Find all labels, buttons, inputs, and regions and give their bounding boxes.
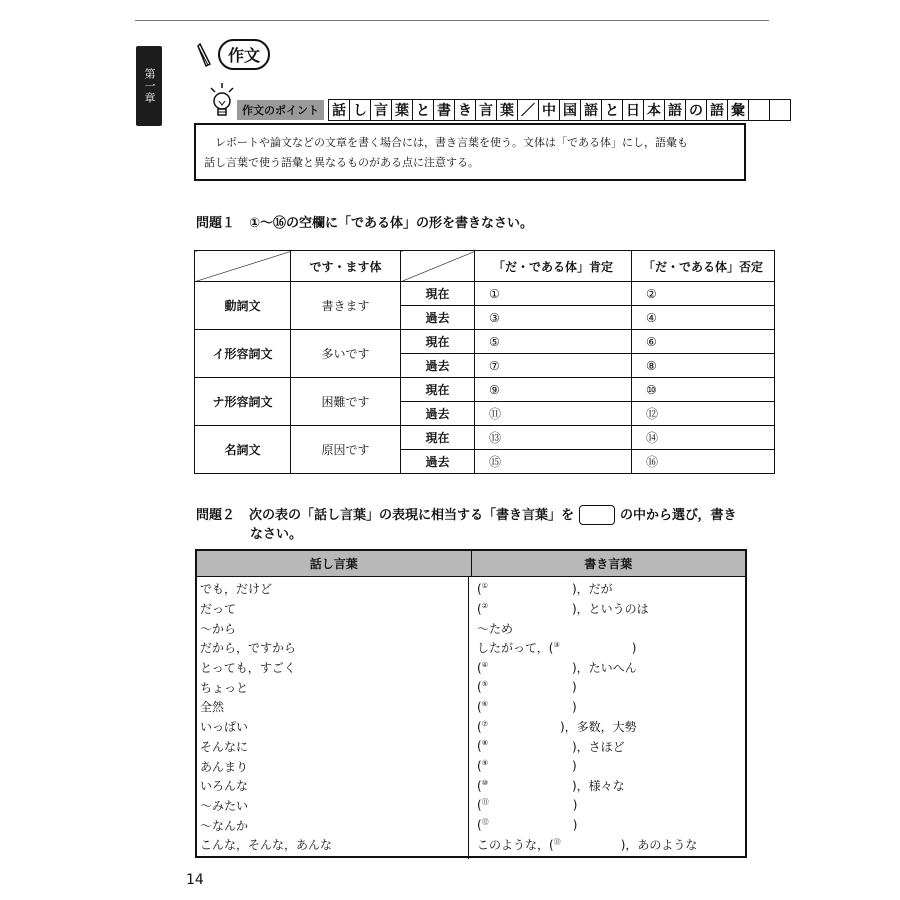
header-negate: 「だ・である体」否定 <box>632 251 775 282</box>
title-char-cell: 語 <box>665 100 686 120</box>
written-post: ) <box>572 798 578 813</box>
intro-line: 話し言葉で使う語彙と異なるものがある点に注意する。 <box>204 156 479 169</box>
written-item <box>477 835 745 855</box>
written-item <box>477 638 745 658</box>
answer-blank[interactable] <box>488 777 572 794</box>
answer-blank[interactable]: ⑦ <box>475 354 632 378</box>
blank-number: ⑬ <box>553 837 561 846</box>
blank-number: ② <box>481 601 488 610</box>
answer-blank[interactable]: ⑯ <box>632 450 775 474</box>
question-text: の中から選び，書き <box>620 507 737 523</box>
tense-cell: 現在 <box>401 378 475 402</box>
answer-blank[interactable] <box>488 600 572 617</box>
written-post: )，多数，大勢 <box>559 720 637 735</box>
title-char-cell: 語 <box>581 100 602 120</box>
point-title-bar <box>237 99 791 121</box>
point-title-grid <box>328 99 791 121</box>
blank-number: ⑫ <box>481 818 489 827</box>
tense-cell: 現在 <box>401 330 475 354</box>
header-affirm: 「だ・である体」肯定 <box>475 251 632 282</box>
spoken-item: あんまり <box>200 759 249 774</box>
written-pre: このような，( <box>477 838 554 853</box>
written-post: )，というのは <box>571 602 649 617</box>
answer-blank[interactable]: ⑩ <box>632 378 775 402</box>
answer-blank[interactable]: ⑬ <box>475 426 632 450</box>
section-label: 作文 <box>218 39 270 70</box>
spoken-item: とっても，すごく <box>200 661 296 676</box>
section-heading <box>196 38 270 70</box>
written-post: )，様々な <box>571 779 625 794</box>
tense-cell: 現在 <box>401 426 475 450</box>
blank-number: ③ <box>553 640 560 649</box>
intro-box <box>194 123 746 181</box>
question-text: なさい。 <box>250 527 303 542</box>
answer-blank[interactable]: ⑧ <box>632 354 775 378</box>
written-post: )，だが <box>571 582 613 597</box>
written-post: )，あのような <box>620 838 698 853</box>
form-cell: 困難です <box>291 378 401 426</box>
written-item <box>477 697 745 717</box>
title-char-cell: 言 <box>371 100 392 120</box>
answer-blank[interactable] <box>488 659 572 676</box>
written-pre: ( <box>477 699 482 714</box>
answer-blank[interactable]: ⑥ <box>632 330 775 354</box>
form-cell: 多いです <box>291 330 401 378</box>
tense-cell: 過去 <box>401 306 475 330</box>
question-number: 問題２ <box>196 507 236 523</box>
written-pre: ( <box>477 719 482 734</box>
written-pre: ( <box>477 581 482 596</box>
spoken-item: 〜から <box>200 621 237 636</box>
question-number: 問題１ <box>196 216 236 231</box>
written-item <box>477 756 745 776</box>
written-item <box>477 579 745 599</box>
title-char-cell: 葉 <box>497 100 518 120</box>
header-desumasu: です・ます体 <box>291 251 401 282</box>
corner-cell <box>195 251 291 282</box>
title-char-cell: 語 <box>707 100 728 120</box>
spoken-item: そんなに <box>200 739 249 754</box>
answer-blank[interactable]: ⑭ <box>632 426 775 450</box>
written-item <box>477 677 745 697</box>
question-text: 次の表の「話し言葉」の表現に相当する「書き言葉」を <box>249 507 575 523</box>
title-char-cell: 彙 <box>728 100 749 120</box>
answer-blank[interactable] <box>561 836 621 853</box>
title-char-cell: 言 <box>476 100 497 120</box>
spoken-item: だって <box>200 602 237 617</box>
written-item <box>477 796 745 816</box>
chapter-tab: 第一章 <box>136 46 162 126</box>
answer-blank[interactable]: ③ <box>475 306 632 330</box>
blank-number: ⑩ <box>481 778 488 787</box>
point-tag: 作文のポイント <box>237 100 324 120</box>
written-pre: ( <box>477 818 482 833</box>
title-char-cell: 日 <box>623 100 644 120</box>
answer-blank[interactable] <box>488 698 572 715</box>
written-column <box>469 577 745 859</box>
written-item <box>477 717 745 737</box>
answer-blank[interactable] <box>488 718 560 735</box>
title-char-cell: ／ <box>518 100 539 120</box>
tense-cell: 現在 <box>401 282 475 306</box>
title-char-cell: と <box>602 100 623 120</box>
title-char-cell: 話 <box>329 100 350 120</box>
answer-blank[interactable]: ⑫ <box>632 402 775 426</box>
blank-number: ⑦ <box>481 719 488 728</box>
header-spoken: 話し言葉 <box>197 551 472 576</box>
title-char-cell <box>749 100 770 120</box>
answer-blank[interactable] <box>489 797 573 814</box>
answer-blank[interactable] <box>560 639 632 656</box>
blank-number: ⑨ <box>481 759 488 768</box>
answer-blank[interactable] <box>489 817 573 834</box>
spoken-item: ちょっと <box>200 680 249 695</box>
question-2 <box>196 505 756 544</box>
choice-box <box>579 505 615 525</box>
category-cell: 名詞文 <box>195 426 291 474</box>
written-pre: ( <box>477 739 482 754</box>
title-char-cell: し <box>350 100 371 120</box>
spoken-item: 〜みたい <box>200 798 249 813</box>
tense-cell: 過去 <box>401 450 475 474</box>
form-cell: 原因です <box>291 426 401 474</box>
question-1 <box>196 212 533 231</box>
written-item <box>477 658 745 678</box>
answer-blank[interactable]: ⑤ <box>475 330 632 354</box>
vocabulary-table <box>195 549 747 858</box>
tense-cell: 過去 <box>401 354 475 378</box>
spoken-item: 〜なんか <box>200 818 249 833</box>
title-char-cell: 本 <box>644 100 665 120</box>
form-cell: 書きます <box>291 282 401 330</box>
blank-number: ⑥ <box>481 699 488 708</box>
answer-blank[interactable] <box>488 758 572 775</box>
answer-blank[interactable]: ② <box>632 282 775 306</box>
blank-number: ④ <box>481 660 488 669</box>
written-item <box>477 815 745 835</box>
written-post: ) <box>571 699 577 714</box>
written-pre: ( <box>477 798 482 813</box>
spoken-item: いっぱい <box>200 720 249 735</box>
answer-blank[interactable]: ④ <box>632 306 775 330</box>
answer-blank[interactable]: ⑪ <box>475 402 632 426</box>
title-char-cell: 国 <box>560 100 581 120</box>
spoken-item: 全然 <box>200 700 225 715</box>
answer-blank[interactable]: ⑨ <box>475 378 632 402</box>
title-char-cell: 書 <box>434 100 455 120</box>
written-item <box>477 599 745 619</box>
tense-cell: 過去 <box>401 402 475 426</box>
intro-line: レポートや論文などの文章を書く場合には，書き言葉を使う。文体は「である体」にし，語彙も <box>204 136 688 149</box>
blank-number: ⑪ <box>481 798 489 807</box>
top-rule <box>135 20 769 21</box>
spoken-item: だから，ですから <box>200 641 297 656</box>
category-cell: ナ形容詞文 <box>195 378 291 426</box>
written-post: ) <box>631 640 637 655</box>
title-char-cell: の <box>686 100 707 120</box>
title-char-cell: 葉 <box>392 100 413 120</box>
page-number: 14 <box>186 872 204 888</box>
written-pre: ( <box>477 660 482 675</box>
pencil-icon <box>196 40 216 68</box>
title-char-cell: き <box>455 100 476 120</box>
answer-blank[interactable] <box>488 679 572 696</box>
answer-blank[interactable]: ① <box>475 282 632 306</box>
blank-number: ⑧ <box>481 739 488 748</box>
question-text: ①〜⑯の空欄に「である体」の形を書きなさい。 <box>249 216 534 231</box>
written-post: ) <box>571 759 577 774</box>
category-cell: イ形容詞文 <box>195 330 291 378</box>
written-pre: ( <box>477 601 482 616</box>
written-pre: ( <box>477 759 482 774</box>
title-char-cell: 中 <box>539 100 560 120</box>
corner-cell <box>401 251 475 282</box>
title-char-cell <box>770 100 791 120</box>
header-written: 書き言葉 <box>584 557 633 571</box>
title-char-cell: と <box>413 100 434 120</box>
answer-blank[interactable] <box>488 738 572 755</box>
spoken-item: いろんな <box>200 779 249 794</box>
conjugation-table <box>194 250 775 474</box>
written-pre: ( <box>477 680 482 695</box>
written-pre: ( <box>477 778 482 793</box>
written-post: ) <box>572 818 578 833</box>
blank-number: ⑤ <box>481 680 488 689</box>
lightbulb-icon <box>208 82 236 122</box>
spoken-item: こんな，そんな，あんな <box>200 838 333 853</box>
written-item <box>477 776 745 796</box>
written-pre: 〜ため <box>477 621 514 636</box>
written-pre: したがって，( <box>477 641 554 656</box>
written-post: ) <box>571 680 577 695</box>
blank-number: ① <box>481 581 488 590</box>
spoken-column <box>197 577 469 859</box>
written-item <box>477 618 745 638</box>
spoken-item: でも，だけど <box>200 582 273 597</box>
written-item <box>477 737 745 757</box>
written-post: )，たいへん <box>571 661 637 676</box>
written-post: )，さほど <box>571 739 625 754</box>
answer-blank[interactable]: ⑮ <box>475 450 632 474</box>
answer-blank[interactable] <box>488 580 572 597</box>
category-cell: 動詞文 <box>195 282 291 330</box>
